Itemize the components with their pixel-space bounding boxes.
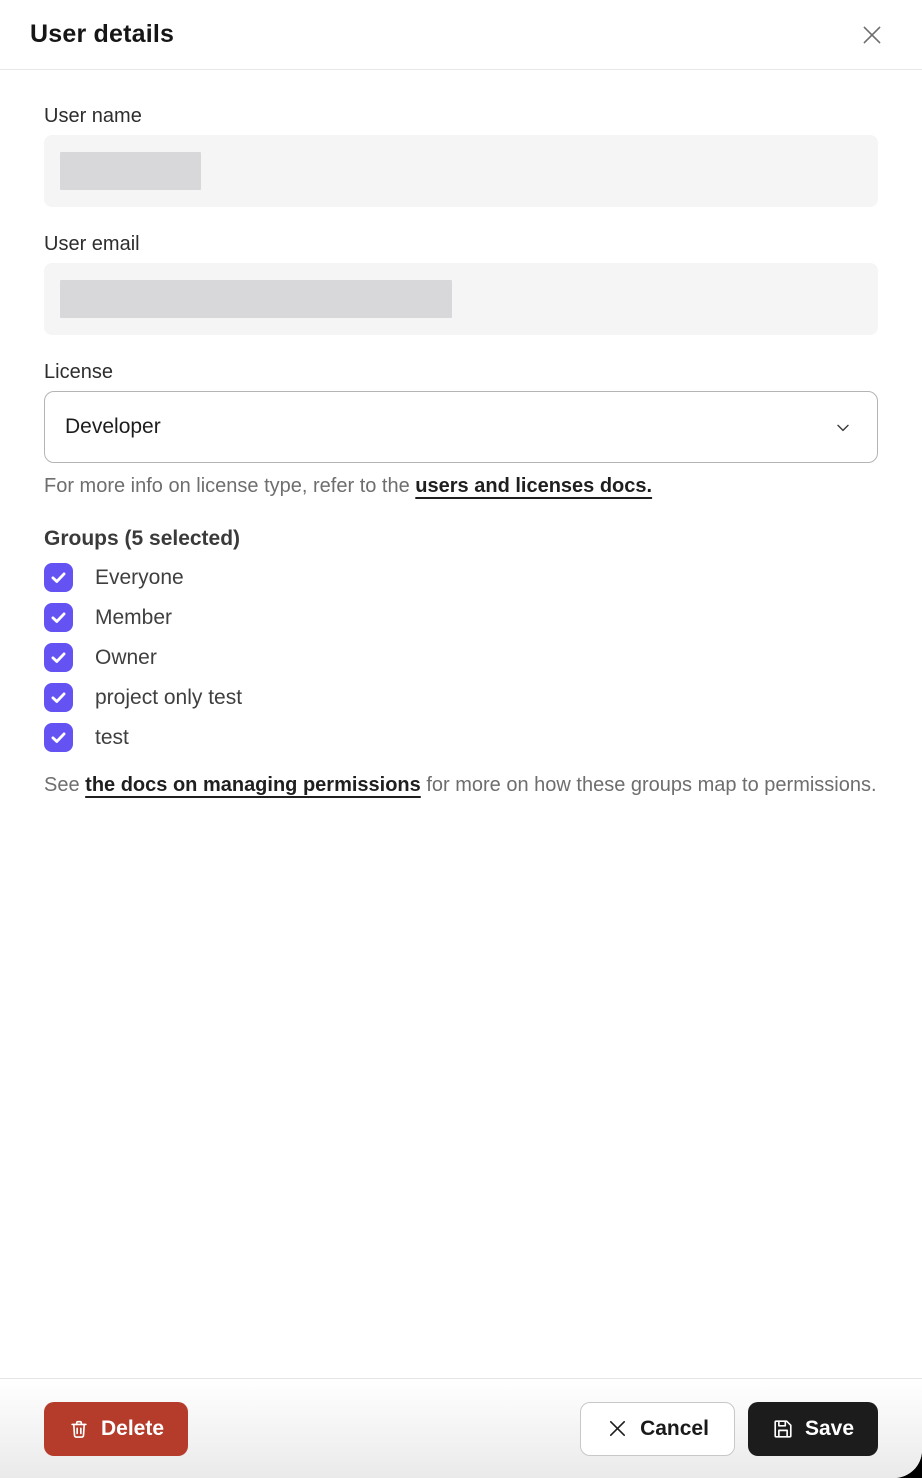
user-name-field-group <box>44 104 878 207</box>
group-label: Everyone <box>95 565 184 589</box>
groups-section <box>44 527 878 800</box>
user-email-label: User email <box>44 233 140 255</box>
save-button[interactable] <box>748 1402 878 1456</box>
user-name-label: User name <box>44 105 142 127</box>
cancel-button[interactable] <box>580 1402 735 1456</box>
license-helper-text <box>44 472 878 501</box>
trash-icon <box>68 1418 90 1440</box>
cancel-button-label: Cancel <box>640 1416 709 1440</box>
user-email-input <box>44 263 878 335</box>
group-label: Member <box>95 605 173 629</box>
groups-helper-text <box>44 771 878 800</box>
checkmark-icon <box>49 728 68 747</box>
group-checkbox[interactable] <box>44 683 73 712</box>
group-checkbox[interactable] <box>44 563 73 592</box>
dialog-body <box>0 70 922 1378</box>
checkmark-icon <box>49 568 68 587</box>
groups-helper-suffix: for more on how these groups map to permissions. <box>420 774 877 796</box>
dialog-header <box>0 0 922 70</box>
group-checkbox-row[interactable] <box>44 683 878 712</box>
delete-button-label: Delete <box>101 1416 165 1440</box>
user-email-redacted-value <box>60 280 452 318</box>
users-licenses-docs-link[interactable]: users and licenses docs. <box>415 475 653 497</box>
license-select[interactable] <box>44 391 878 463</box>
group-checkbox[interactable] <box>44 723 73 752</box>
license-field-group <box>44 360 878 501</box>
group-label: project only test <box>95 685 243 709</box>
footer-actions <box>580 1402 878 1456</box>
groups-helper-prefix: See <box>44 774 86 796</box>
group-label: test <box>95 725 129 749</box>
user-name-input <box>44 135 878 207</box>
user-name-redacted-value <box>60 152 201 190</box>
groups-checkbox-list <box>44 563 878 752</box>
license-helper-prefix: For more info on license type, refer to the <box>44 475 416 497</box>
close-button[interactable] <box>854 17 890 53</box>
save-button-label: Save <box>804 1416 854 1440</box>
dialog-footer <box>0 1378 922 1478</box>
group-label: Owner <box>95 645 157 669</box>
user-email-field-group <box>44 232 878 335</box>
page-title: User details <box>30 20 175 48</box>
checkmark-icon <box>49 648 68 667</box>
groups-label: Groups (5 selected) <box>44 527 241 550</box>
group-checkbox-row[interactable] <box>44 603 878 632</box>
chevron-down-icon <box>833 417 853 437</box>
managing-permissions-docs-link[interactable]: the docs on managing permissions <box>85 774 421 796</box>
delete-button[interactable] <box>44 1402 188 1456</box>
group-checkbox[interactable] <box>44 603 73 632</box>
floppy-disk-icon <box>772 1418 794 1440</box>
group-checkbox[interactable] <box>44 643 73 672</box>
checkmark-icon <box>49 688 68 707</box>
license-label: License <box>44 361 113 383</box>
group-checkbox-row[interactable] <box>44 723 878 752</box>
checkmark-icon <box>49 608 68 627</box>
group-checkbox-row[interactable] <box>44 643 878 672</box>
close-icon <box>859 22 885 48</box>
group-checkbox-row[interactable] <box>44 563 878 592</box>
x-icon <box>606 1417 629 1440</box>
license-selected-value: Developer <box>65 415 161 438</box>
